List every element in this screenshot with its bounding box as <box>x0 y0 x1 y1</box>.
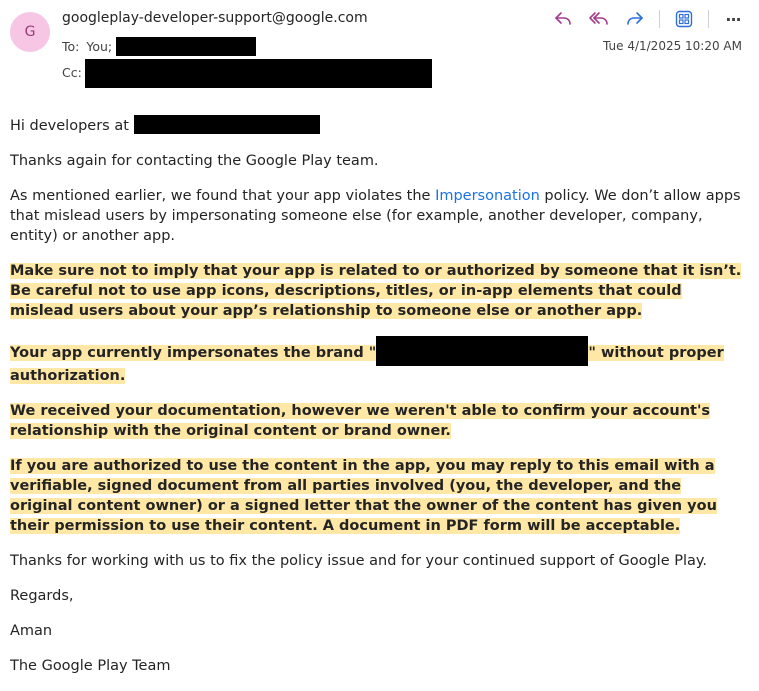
paragraph-thanks: Thanks for working with us to fix the policy issue and for your continued support of Google Play. <box>10 553 708 569</box>
paragraph-guidance <box>10 261 742 321</box>
to-you[interactable]: You; <box>86 39 113 54</box>
toolbar-divider-2 <box>708 10 709 28</box>
forward-button[interactable] <box>623 8 647 30</box>
paragraph-violation <box>10 186 742 246</box>
message-toolbar <box>539 8 745 30</box>
apps-icon <box>675 10 693 28</box>
greeting-text: Hi developers at <box>10 118 129 134</box>
reply-all-button[interactable] <box>587 8 611 30</box>
recipients-to <box>62 37 256 56</box>
cc-label: Cc: <box>62 65 82 80</box>
reply-all-icon <box>588 10 610 28</box>
message-body <box>10 115 742 691</box>
greeting <box>10 115 742 136</box>
brand-text-2: " without proper authorization. <box>10 345 724 384</box>
redacted-brand <box>376 336 588 366</box>
recipients-cc <box>62 65 82 80</box>
paragraph-thanks-contact: Thanks again for contacting the Google Play team. <box>10 153 379 169</box>
paragraph-brand <box>10 336 742 386</box>
impersonation-policy-link[interactable]: Impersonation <box>435 188 540 204</box>
signoff-name: Aman <box>10 623 53 639</box>
violation-text-2: policy. We don’t allow apps that mislead users by impersonating someone else (for example, another developer, company, entity) or another app. <box>10 188 741 244</box>
sender-avatar[interactable]: G <box>10 12 50 52</box>
sent-date: Tue 4/1/2025 10:20 AM <box>603 39 742 53</box>
documentation-text: We received your documentation, however we weren't able to confirm your account's relationship with the original content or brand owner. <box>10 403 711 439</box>
redacted-developer-name <box>134 115 320 134</box>
paragraph-authorization <box>10 456 742 536</box>
authorization-text: If you are authorized to use the content in the app, you may reply to this email with a verifiable, signed document from all parties involved (you, the developer, and the original content owner) or a signed letter that the owner of the content has given you their permission to use their content. A document in PDF form will be acceptable. <box>10 458 717 534</box>
more-button[interactable] <box>721 8 745 30</box>
apps-button[interactable] <box>672 8 696 30</box>
reply-button[interactable] <box>551 8 575 30</box>
brand-text-1: Your app currently impersonates the brand " <box>10 345 377 361</box>
redacted-cc <box>85 59 432 88</box>
reply-icon <box>553 10 573 28</box>
sender-address[interactable]: googleplay-developer-support@google.com <box>62 10 368 26</box>
signoff-team: The Google Play Team <box>10 658 171 674</box>
forward-icon <box>625 10 645 28</box>
more-icon: ··· <box>725 9 741 29</box>
to-label: To: <box>62 39 80 54</box>
violation-text-1: As mentioned earlier, we found that your app violates the <box>10 188 436 204</box>
guidance-text: Make sure not to imply that your app is related to or authorized by someone that it isn’t. Be careful not to use app icons, descriptions, titles, or in-app elements that could mislead users about your app’s relationship to someone else or another app. <box>10 263 742 319</box>
paragraph-documentation <box>10 401 742 441</box>
redacted-recipient <box>116 37 256 56</box>
signoff-regards: Regards, <box>10 588 74 604</box>
toolbar-divider <box>659 10 660 28</box>
